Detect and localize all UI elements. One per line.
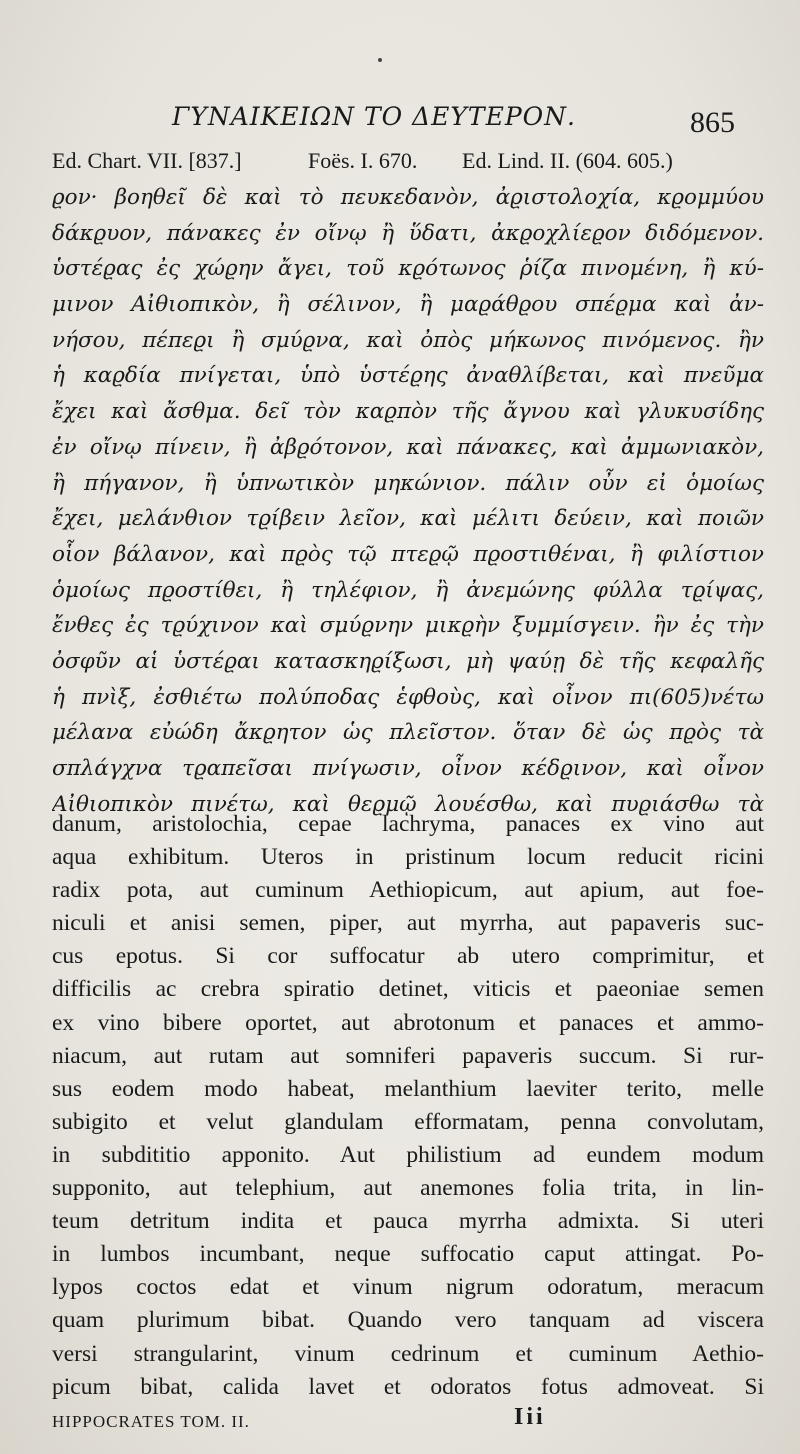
latin-text-block xyxy=(52,808,764,1404)
latin-line: in lumbos incumbant, neque suffocatio caput attingat. Po- xyxy=(52,1241,764,1268)
latin-line: versi strangularint, vinum cedrinum et cuminum Aethio- xyxy=(52,1340,764,1367)
greek-line: δάκϱυον, πάνακες ἐν οἴνῳ ἢ ὕδατι, ἀκϱοχλίεϱον διδόμενον. xyxy=(52,220,764,246)
latin-line: teum detritum indita et pauca myrrha admixta. Si uteri xyxy=(52,1208,764,1235)
reference-linden: Ed. Lind. II. (604. 605.) xyxy=(462,148,673,173)
greek-line: μέλανα εὐώδη ἄκϱητον ὡς πλεῖστον. ὅταν δὲ ὡς πϱὸς τὰ xyxy=(52,720,764,746)
latin-line: aqua exhibitum. Uteros in pristinum locum reducit ricini xyxy=(52,844,764,871)
greek-line: ὀσφῦν αἱ ὑστέϱαι κατασκηϱίξωσι, μὴ ψαύῃ δὲ τῆς κεφαλῆς xyxy=(52,648,764,674)
greek-line: νήσου, πέπεϱι ἢ σμύϱνα, καὶ ὀπὸς μήκωνος πινόμενος. ἢν xyxy=(52,327,764,353)
greek-line: ὁμοίως πϱοστίθει, ἢ τηλέφιον, ἢ ἀνεμώνης φύλλα τϱίψας, xyxy=(52,577,764,603)
latin-line: danum, aristolochia, cepae lachryma, panaces ex vino aut xyxy=(52,811,764,837)
latin-line: subigito et velut glandulam efformatam, penna convolutam, xyxy=(52,1108,764,1135)
reference-foes: Foës. I. 670. xyxy=(308,148,418,173)
greek-line: ἔχει, μελάνθιον τϱίβειν λεῖον, καὶ μέλιτι δεύειν, καὶ ποιῶν xyxy=(52,506,764,532)
latin-line: niacum, aut rutam aut somniferi papaveris succum. Si rur- xyxy=(52,1042,764,1069)
latin-line: difficilis ac crebra spiratio detinet, viticis et paeoniae semen xyxy=(52,976,764,1003)
running-title: ΓΥΝΑΙΚΕΙΩΝ ΤΟ ΔΕΥΤΕΡΟΝ. xyxy=(172,102,576,131)
greek-line: οἷον βάλανον, καὶ πϱὸς τῷ πτεϱῷ πϱοστιθέναι, ἢ φιλίστιον xyxy=(52,541,764,567)
greek-line: μινον Αἰθιοπικὸν, ἢ σέλινον, ἢ μαϱάθϱου σπέϱμα καὶ ἀν- xyxy=(52,292,764,318)
greek-line: ἡ πνὶξ, ἐσθιέτω πολύποδας ἑφθοὺς, καὶ οἶνον πι(605)νέτω xyxy=(52,684,764,710)
page-footer xyxy=(52,1404,764,1444)
latin-line: cus epotus. Si cor suffocatur ab utero comprimitur, et xyxy=(52,943,764,970)
greek-line: σπλάγχνα τϱαπεῖσαι πνίγωσιν, οἶνον κέδϱινον, καὶ οἶνον xyxy=(52,756,764,781)
latin-line: supponito, aut telephium, aut anemones folia trita, in lin- xyxy=(52,1175,764,1202)
page-speck xyxy=(378,58,382,62)
reference-chartier: Ed. Chart. VII. [837.] xyxy=(52,148,242,173)
greek-line: ἡ καϱδία πνίγεται, ὑπὸ ὑστέϱης ἀναθλίβεται, καὶ πνεῦμα xyxy=(52,363,764,389)
latin-line: picum bibat, calida lavet et odoratos fotus admoveat. Si xyxy=(52,1373,764,1400)
page-header xyxy=(0,96,800,146)
greek-line: ὑστέϱας ἐς χώϱην ἄγει, τοῦ κϱότωνος ῥίζα πινομένη, ἢ κύ- xyxy=(52,256,764,282)
latin-line: quam plurimum bibat. Quando vero tanquam ad viscera xyxy=(52,1307,764,1334)
greek-line: Αἰθιοπικὸν πινέτω, καὶ θεϱμῷ λουέσθω, καὶ πυϱιάσθω τὰ xyxy=(52,791,764,817)
latin-line: niculi et anisi semen, piper, aut myrrha, aut papaveris suc- xyxy=(52,910,764,937)
greek-text-block xyxy=(52,180,764,822)
latin-line: sus eodem modo habeat, melanthium laeviter terito, melle xyxy=(52,1075,764,1102)
footer-signature: HIPPOCRATES TOM. II. xyxy=(52,1412,250,1431)
greek-line: ϱον· βοηθεῖ δὲ καὶ τὸ πευκεδανὸν, ἀϱιστολοχία, κϱομμύου xyxy=(52,185,764,210)
latin-line: radix pota, aut cuminum Aethiopicum, aut apium, aut foe- xyxy=(52,877,764,904)
latin-line: ex vino bibere oportet, aut abrotonum et panaces et ammo- xyxy=(52,1009,764,1036)
greek-line: ἔνθες ἐς τϱύχινον καὶ σμύϱνην μικϱὴν ξυμμίσγειν. ἢν ἐς τὴν xyxy=(52,613,764,639)
latin-line: lypos coctos edat et vinum nigrum odoratum, meracum xyxy=(52,1274,764,1301)
footer-signature-mark: Iii xyxy=(514,1404,546,1430)
greek-line: ἐν οἴνῳ πίνειν, ἢ ἀβϱότονον, καὶ πάνακες, καὶ ἀμμωνιακὸν, xyxy=(52,434,764,460)
greek-line: ἢ πήγανον, ἢ ὑπνωτικὸν μηκώνιον. πάλιν οὖν εἰ ὁμοίως xyxy=(52,470,764,496)
page-number: 865 xyxy=(690,106,735,139)
latin-line: in subdititio apponito. Aut philistium ad eundem modum xyxy=(52,1141,764,1168)
greek-line: ἔχει καὶ ἄσθμα. δεῖ τὸν καϱπὸν τῆς ἄγνου καὶ γλυκυσίδης xyxy=(52,399,764,425)
